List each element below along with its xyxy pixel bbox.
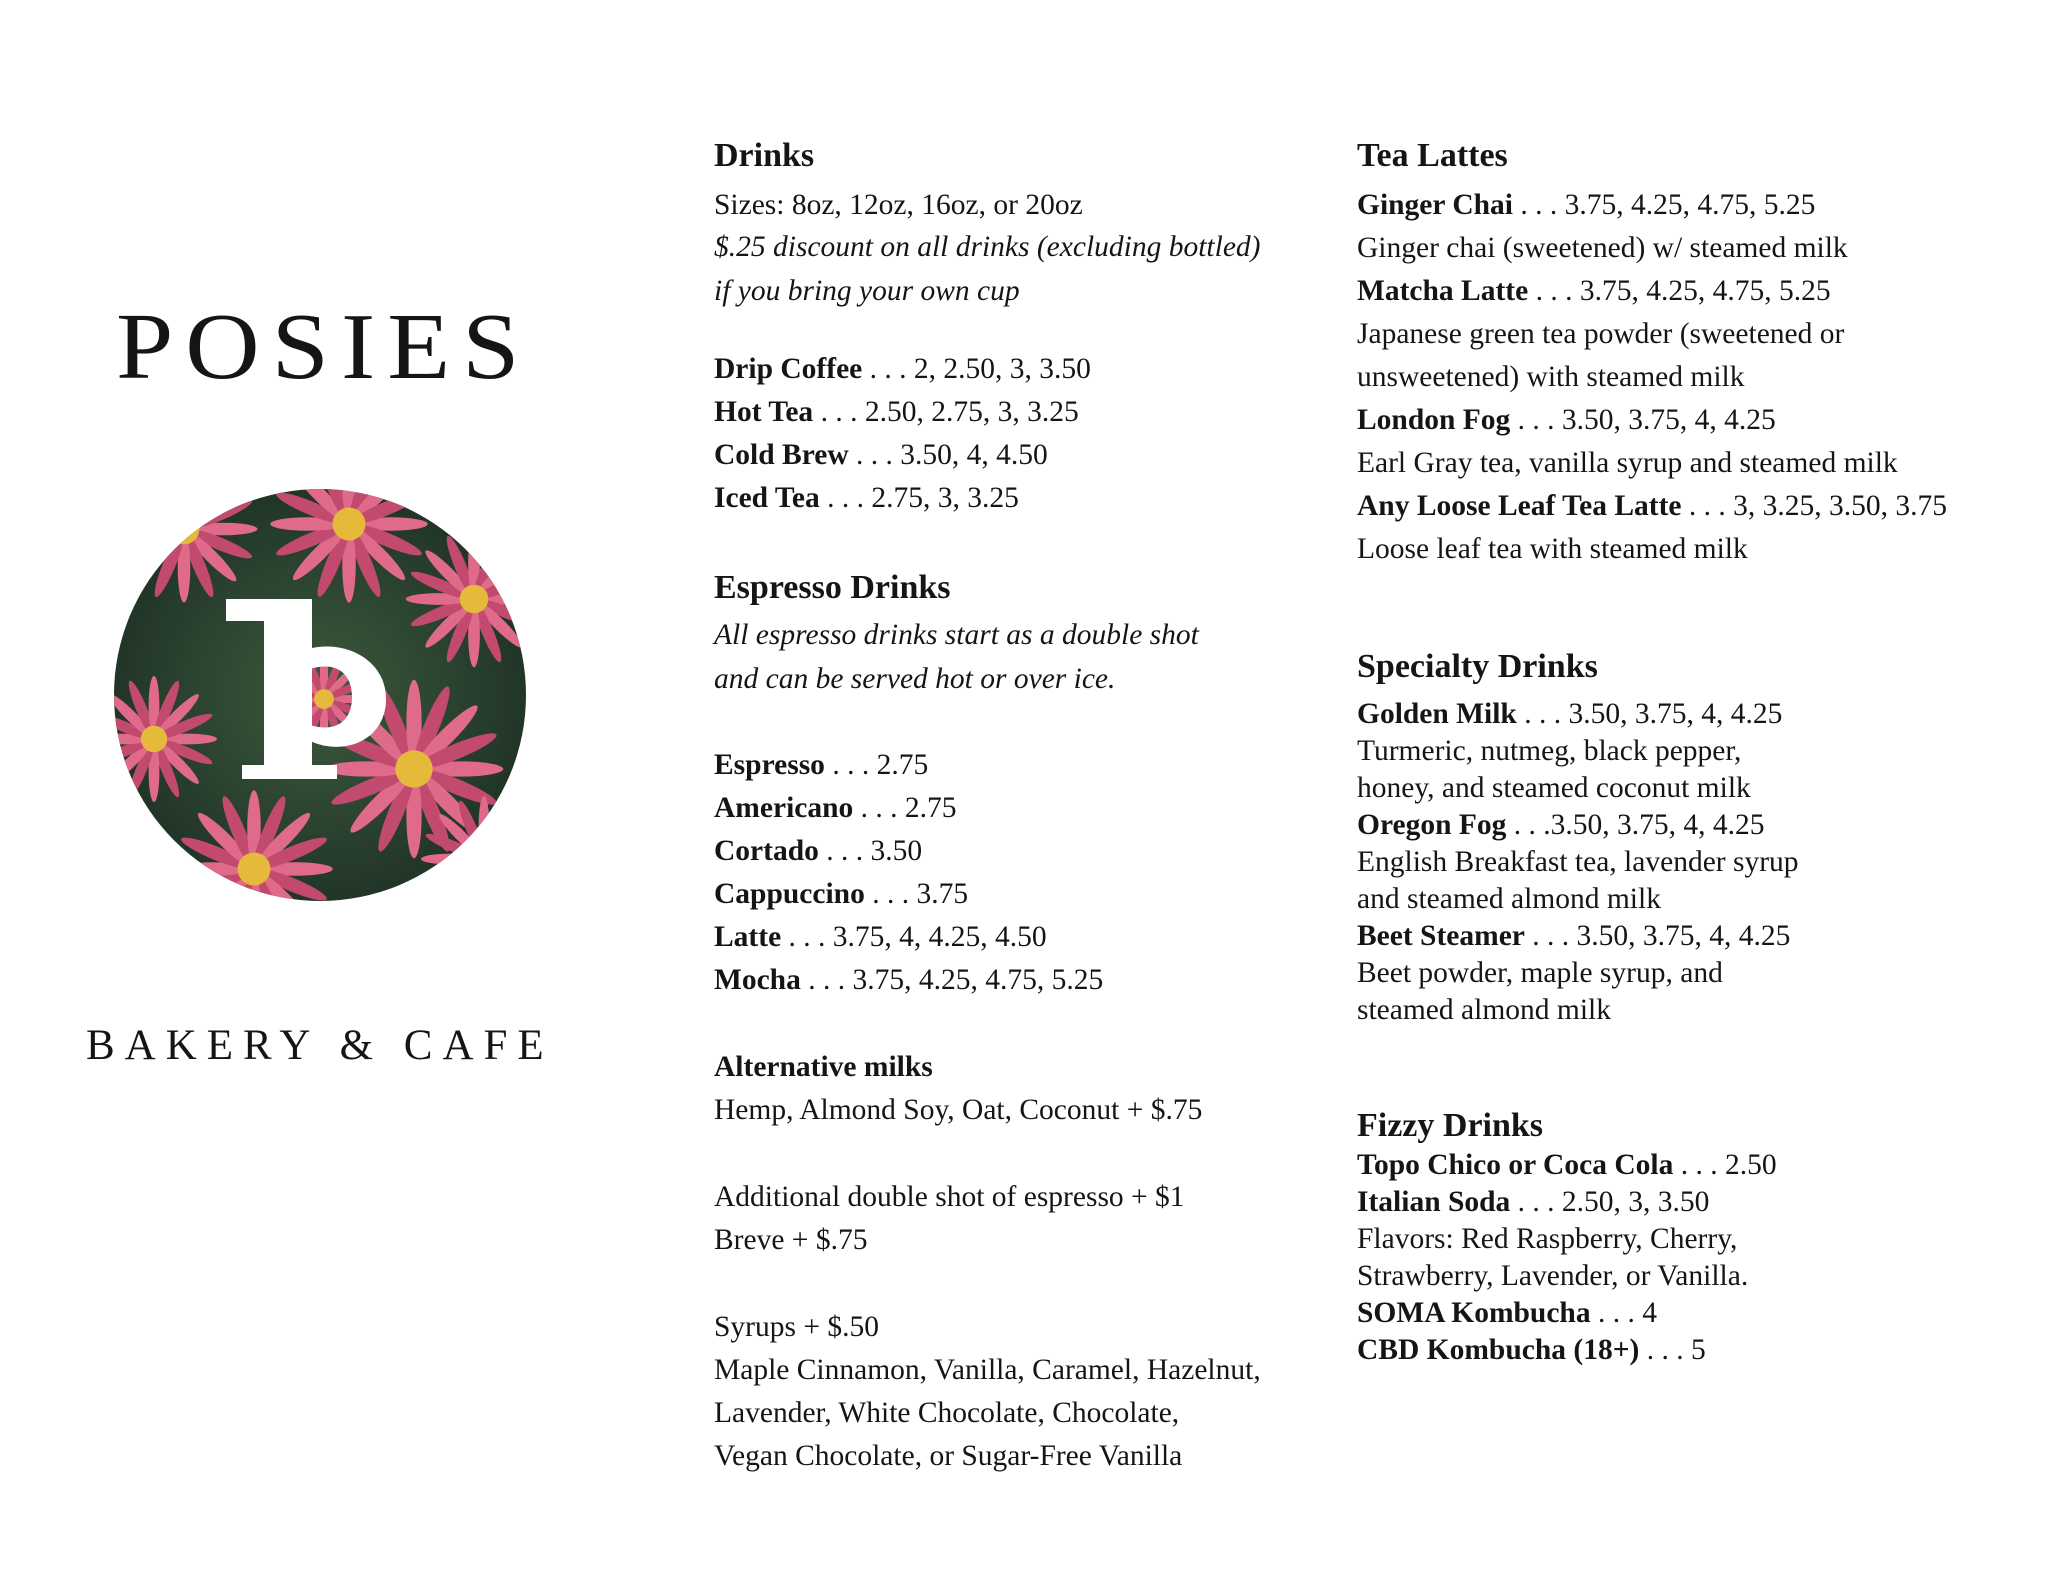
espresso-heading: Espresso Drinks [714, 569, 951, 606]
drinks-sizes: Sizes: 8oz, 12oz, 16oz, or 20oz [714, 189, 1083, 221]
alt-milks-list: Hemp, Almond Soy, Oat, Coconut + $.75 [714, 1094, 1203, 1126]
drinks-heading: Drinks [714, 137, 815, 174]
menu-item-desc: honey, and steamed coconut milk [1357, 772, 1751, 804]
menu-item: Ginger Chai . . . 3.75, 4.25, 4.75, 5.25 [1357, 189, 1816, 221]
menu-item-desc: Strawberry, Lavender, or Vanilla. [1357, 1260, 1749, 1292]
menu-item-desc: Ginger chai (sweetened) w/ steamed milk [1357, 232, 1848, 264]
syrups-line: Lavender, White Chocolate, Chocolate, [714, 1397, 1180, 1429]
alt-milks-heading: Alternative milks [714, 1051, 933, 1083]
menu-item: Cortado . . . 3.50 [714, 835, 923, 867]
menu-item-desc: English Breakfast tea, lavender syrup [1357, 846, 1799, 878]
brand-subtitle: BAKERY & CAFE [86, 1022, 554, 1069]
menu-item: Any Loose Leaf Tea Latte . . . 3, 3.25, 3.50, 3.75 [1357, 490, 1947, 522]
espresso-note-2: and can be served hot or over ice. [714, 663, 1116, 695]
menu-item: Matcha Latte . . . 3.75, 4.25, 4.75, 5.25 [1357, 275, 1831, 307]
menu-item: Topo Chico or Coca Cola . . . 2.50 [1357, 1149, 1777, 1181]
menu-item-desc: Flavors: Red Raspberry, Cherry, [1357, 1223, 1738, 1255]
syrups-line: Vegan Chocolate, or Sugar-Free Vanilla [714, 1440, 1183, 1472]
menu-item-desc: Beet powder, maple syrup, and [1357, 957, 1723, 989]
menu-item: CBD Kombucha (18+) . . . 5 [1357, 1334, 1706, 1366]
menu-item: Oregon Fog . . .3.50, 3.75, 4, 4.25 [1357, 809, 1765, 841]
menu-item: Americano . . . 2.75 [714, 792, 957, 824]
menu-item-desc: Turmeric, nutmeg, black pepper, [1357, 735, 1742, 767]
menu-item-desc: and steamed almond milk [1357, 883, 1661, 915]
menu-item: Drip Coffee . . . 2, 2.50, 3, 3.50 [714, 353, 1091, 385]
menu-item: Italian Soda . . . 2.50, 3, 3.50 [1357, 1186, 1710, 1218]
menu-item-desc: unsweetened) with steamed milk [1357, 361, 1745, 393]
menu-item-desc: Loose leaf tea with steamed milk [1357, 533, 1748, 565]
menu-item: Mocha . . . 3.75, 4.25, 4.75, 5.25 [714, 964, 1104, 996]
syrups-line: Maple Cinnamon, Vanilla, Caramel, Hazelnut, [714, 1354, 1261, 1386]
menu-item-desc: Earl Gray tea, vanilla syrup and steamed milk [1357, 447, 1898, 479]
extra-double-shot: Additional double shot of espresso + $1 [714, 1181, 1185, 1213]
discount-note-1: $.25 discount on all drinks (excluding bottled) [714, 231, 1261, 263]
discount-note-2: if you bring your own cup [714, 275, 1020, 307]
menu-item: London Fog . . . 3.50, 3.75, 4, 4.25 [1357, 404, 1776, 436]
menu-item: Cold Brew . . . 3.50, 4, 4.50 [714, 439, 1048, 471]
fizzy-heading: Fizzy Drinks [1357, 1107, 1544, 1144]
specialty-heading: Specialty Drinks [1357, 648, 1598, 685]
tea-lattes-heading: Tea Lattes [1357, 137, 1508, 174]
menu-item: Latte . . . 3.75, 4, 4.25, 4.50 [714, 921, 1047, 953]
menu-item: Golden Milk . . . 3.50, 3.75, 4, 4.25 [1357, 698, 1783, 730]
extra-breve: Breve + $.75 [714, 1224, 868, 1256]
syrups-heading: Syrups + $.50 [714, 1311, 879, 1343]
menu-item: Iced Tea . . . 2.75, 3, 3.25 [714, 482, 1019, 514]
menu-item-desc: Japanese green tea powder (sweetened or [1357, 318, 1845, 350]
menu-item-desc: steamed almond milk [1357, 994, 1611, 1026]
menu-item: Hot Tea . . . 2.50, 2.75, 3, 3.25 [714, 396, 1079, 428]
menu-item: Beet Steamer . . . 3.50, 3.75, 4, 4.25 [1357, 920, 1791, 952]
brand-name: POSIES [116, 294, 532, 400]
menu-item: Espresso . . . 2.75 [714, 749, 929, 781]
menu-item: SOMA Kombucha . . . 4 [1357, 1297, 1657, 1329]
espresso-note-1: All espresso drinks start as a double shot [714, 619, 1199, 651]
menu-item: Cappuccino . . . 3.75 [714, 878, 969, 910]
posies-flower-logo [114, 489, 526, 901]
